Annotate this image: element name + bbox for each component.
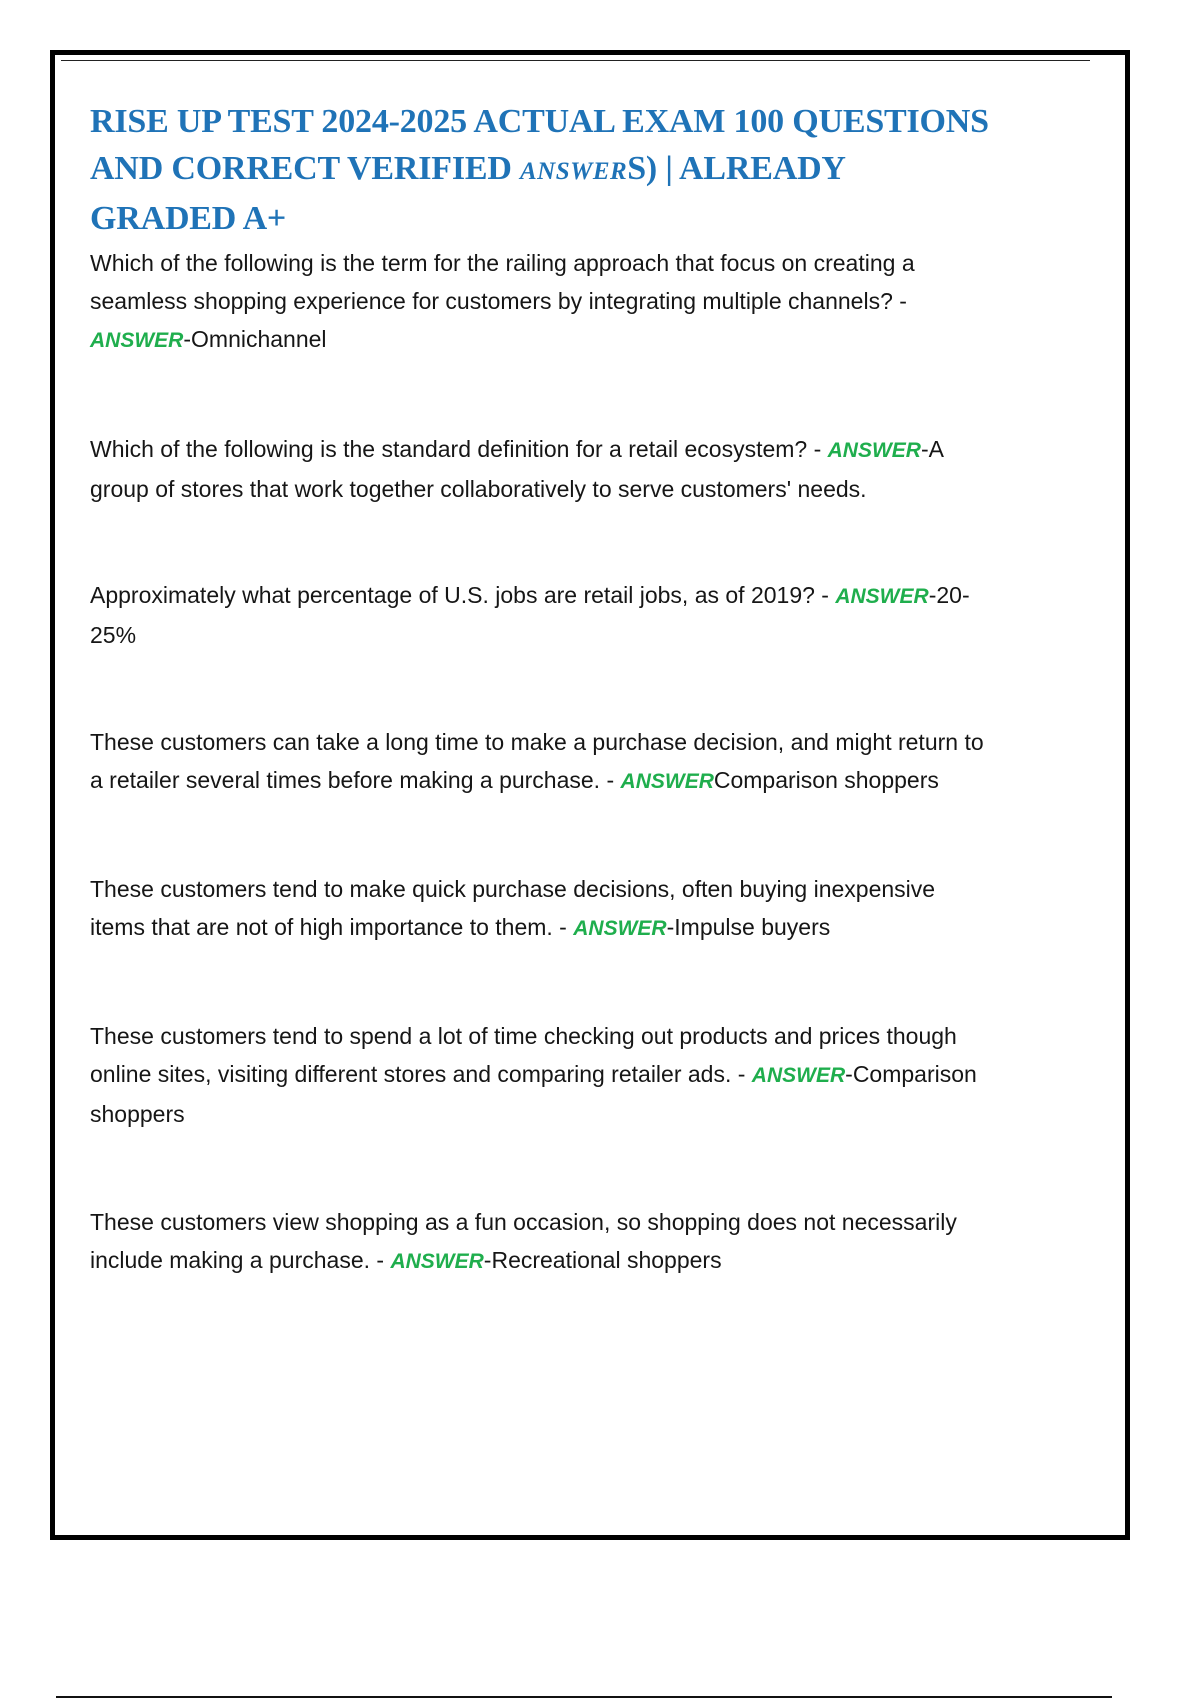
answer-label: ANSWER <box>751 1064 846 1087</box>
question-text: Which of the following is the standard definition for a retail ecosystem? - <box>90 436 828 462</box>
question-text: These customers can take a long time to make a purchase decision, and might return to a retailer several times before making a purchase. - <box>90 729 984 793</box>
title-answer-word: ANSWER <box>520 158 628 185</box>
question-text: These customers view shopping as a fun occasion, so shopping does not necessarily include making a purchase. - <box>90 1209 957 1273</box>
answer-label: ANSWER <box>90 329 184 352</box>
question-item-2 <box>90 430 990 508</box>
document-content <box>90 98 990 1281</box>
answer-separator: - <box>928 582 937 608</box>
answer-separator: - <box>920 436 929 462</box>
answer-text: A group of stores that work together collaboratively to serve customers' needs. <box>90 436 943 502</box>
answer-label: ANSWER <box>390 1250 484 1273</box>
question-item-7 <box>90 1203 990 1281</box>
answer-label: ANSWER <box>620 770 714 793</box>
header-rule <box>61 60 1090 61</box>
question-text: Which of the following is the term for the railing approach that focus on creating a seamless shopping experience for customers by integrating multiple channels? - <box>90 250 915 314</box>
question-text: Approximately what percentage of U.S. jobs are retail jobs, as of 2019? - <box>90 582 836 608</box>
answer-text: Recreational shoppers <box>491 1247 722 1273</box>
answer-separator: - <box>666 914 675 940</box>
answer-separator: - <box>183 326 192 352</box>
answer-label: ANSWER <box>827 439 921 462</box>
question-list <box>90 244 990 1281</box>
question-text: These customers tend to make quick purchase decisions, often buying inexpensive items that are not of high importance to them. - <box>90 876 936 940</box>
answer-separator: - <box>483 1247 492 1273</box>
question-item-1 <box>90 244 990 360</box>
title-part-2: S) | ALREADY GRADED A+ <box>90 150 845 237</box>
answer-label: ANSWER <box>573 917 667 940</box>
answer-label: ANSWER <box>835 585 929 608</box>
answer-text: 20-25% <box>90 582 970 648</box>
answer-text: Comparison shoppers <box>713 767 939 793</box>
question-item-3 <box>90 576 990 654</box>
question-item-4 <box>90 723 990 801</box>
answer-separator: - <box>845 1061 853 1087</box>
question-item-6 <box>90 1017 990 1133</box>
title-part-1: RISE UP TEST 2024-2025 ACTUAL EXAM 100 QUESTIONS AND CORRECT VERIFIED <box>90 103 989 187</box>
answer-text: Impulse buyers <box>674 914 831 940</box>
answer-text: Comparison shoppers <box>90 1061 977 1127</box>
question-item-5 <box>90 870 990 948</box>
next-page-top-rule <box>56 1696 1112 1698</box>
answer-text: Omnichannel <box>191 326 327 352</box>
question-text: These customers tend to spend a lot of time checking out products and prices though online sites, visiting different stores and comparing retailer ads. - <box>90 1023 957 1087</box>
document-title <box>90 98 990 242</box>
